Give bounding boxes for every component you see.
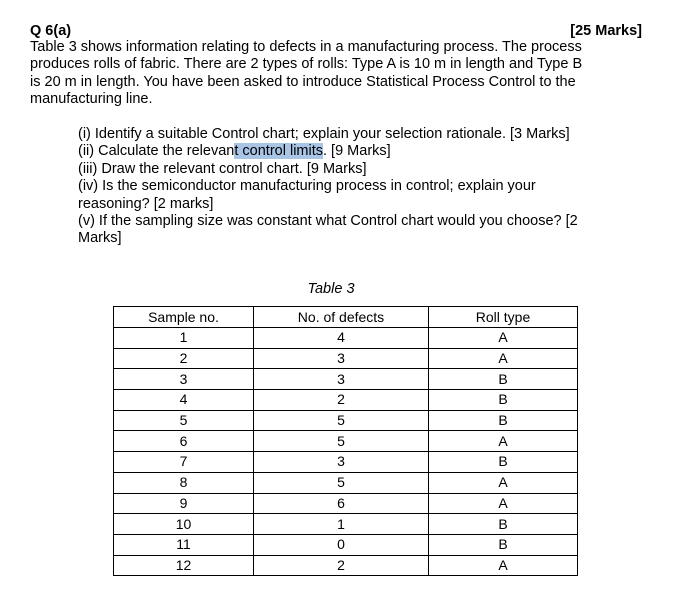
table-row — [114, 410, 578, 431]
cell-defects: 2 — [254, 555, 429, 576]
table-row — [114, 534, 578, 555]
header-sample-no: Sample no. — [114, 307, 254, 328]
text-selection-highlight[interactable]: t control limits — [234, 143, 323, 160]
part-iii: (iii) Draw the relevant control chart. [9 Marks] — [78, 160, 367, 177]
part-iv-line-2: reasoning? [2 marks] — [78, 195, 214, 212]
cell-defects: 1 — [254, 514, 429, 535]
part-ii-text-end: . [9 Marks] — [323, 143, 391, 160]
cell-sample-no: 4 — [114, 390, 254, 411]
part-v-line-1: (v) If the sampling size was constant what Control chart would you choose? [2 — [78, 213, 578, 230]
table-row — [114, 390, 578, 411]
cell-roll-type: B — [429, 452, 578, 473]
cell-defects: 0 — [254, 534, 429, 555]
cell-defects: 5 — [254, 410, 429, 431]
defects-table — [113, 306, 578, 576]
intro-line: manufacturing line. — [30, 91, 153, 108]
cell-defects: 5 — [254, 431, 429, 452]
cell-sample-no: 11 — [114, 534, 254, 555]
cell-defects: 3 — [254, 369, 429, 390]
cell-defects: 3 — [254, 348, 429, 369]
cell-sample-no: 5 — [114, 410, 254, 431]
table-row — [114, 514, 578, 535]
intro-line: is 20 m in length. You have been asked to introduce Statistical Process Control to the — [30, 73, 576, 90]
table-row — [114, 328, 578, 349]
cell-roll-type: B — [429, 369, 578, 390]
table-header-row — [114, 307, 578, 328]
part-i: (i) Identify a suitable Control chart; explain your selection rationale. [3 Marks] — [78, 126, 570, 142]
cell-sample-no: 10 — [114, 514, 254, 535]
part-ii-text-start: (ii) Calculate the relevan — [78, 143, 235, 160]
question-marks: [25 Marks] — [570, 23, 642, 39]
table-row — [114, 369, 578, 390]
part-iv-line-1: (iv) Is the semiconductor manufacturing process in control; explain your — [78, 178, 536, 195]
cell-defects: 4 — [254, 328, 429, 349]
cell-sample-no: 9 — [114, 493, 254, 514]
table-row — [114, 452, 578, 473]
cell-defects: 2 — [254, 390, 429, 411]
cell-roll-type: B — [429, 534, 578, 555]
table-caption-text: Table 3 — [307, 281, 355, 297]
cell-roll-type: A — [429, 472, 578, 493]
cell-roll-type: A — [429, 493, 578, 514]
cell-defects: 6 — [254, 493, 429, 514]
cell-roll-type: B — [429, 390, 578, 411]
table-row — [114, 555, 578, 576]
cell-sample-no: 8 — [114, 472, 254, 493]
question-parts — [78, 126, 638, 248]
intro-line: produces rolls of fabric. There are 2 types of rolls: Type A is 10 m in length and Type B — [30, 56, 583, 73]
cell-roll-type: A — [429, 348, 578, 369]
header-roll-type: Roll type — [429, 307, 578, 328]
part-v-line-2: Marks] — [78, 230, 122, 247]
header-no-of-defects: No. of defects — [254, 307, 429, 328]
question-intro — [30, 39, 642, 109]
cell-sample-no: 7 — [114, 452, 254, 473]
intro-line: Table 3 shows information relating to defects in a manufacturing process. The process — [30, 39, 582, 55]
question-header — [30, 22, 642, 40]
cell-defects: 3 — [254, 452, 429, 473]
cell-roll-type: A — [429, 555, 578, 576]
table-row — [114, 348, 578, 369]
cell-sample-no: 3 — [114, 369, 254, 390]
question-label: Q 6(a) — [30, 23, 72, 39]
cell-defects: 5 — [254, 472, 429, 493]
cell-roll-type: A — [429, 431, 578, 452]
cell-sample-no: 1 — [114, 328, 254, 349]
table-row — [114, 472, 578, 493]
cell-roll-type: B — [429, 514, 578, 535]
cell-sample-no: 6 — [114, 431, 254, 452]
cell-sample-no: 2 — [114, 348, 254, 369]
table-row — [114, 431, 578, 452]
cell-roll-type: A — [429, 328, 578, 349]
cell-sample-no: 12 — [114, 555, 254, 576]
part-ii — [78, 143, 638, 160]
cell-roll-type: B — [429, 410, 578, 431]
table-caption — [0, 281, 684, 298]
table-row — [114, 493, 578, 514]
